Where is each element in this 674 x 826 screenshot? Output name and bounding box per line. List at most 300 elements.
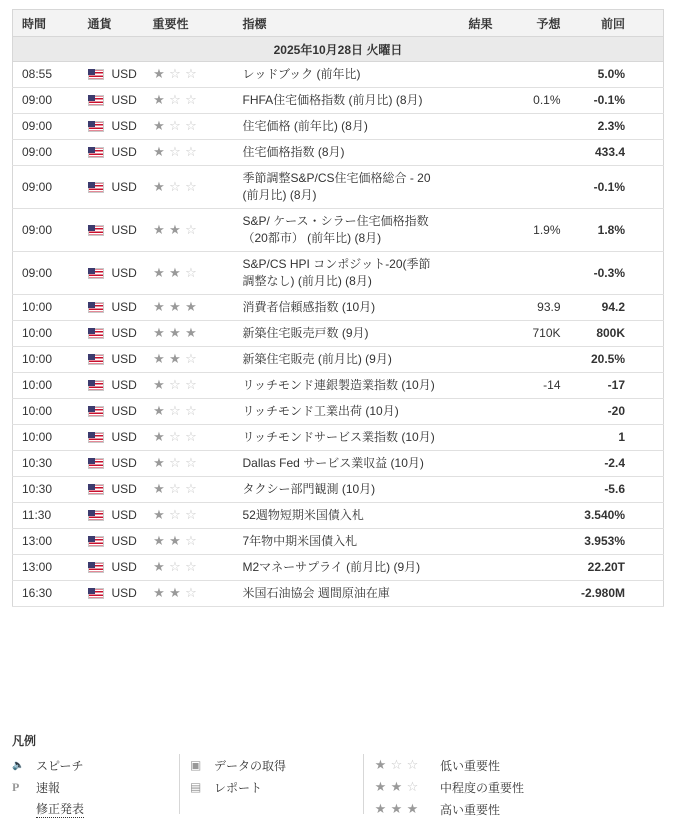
star-empty-icon: ☆ [185, 559, 197, 574]
event-time: 09:00 [13, 209, 79, 252]
event-name[interactable]: 新築住宅販売 (前月比) (9月) [234, 347, 439, 373]
legend-item [190, 754, 286, 776]
star-empty-icon: ☆ [185, 377, 197, 392]
event-forecast [503, 581, 571, 607]
us-flag-icon [88, 354, 104, 365]
event-importance [144, 503, 234, 529]
event-importance [144, 451, 234, 477]
table-header-row [13, 10, 664, 37]
star-filled-icon: ★ [169, 585, 181, 600]
event-name[interactable]: M2マネーサプライ (前月比) (9月) [234, 555, 439, 581]
star-filled-icon: ★ [153, 178, 165, 194]
event-previous: -0.3% [571, 252, 664, 295]
event-forecast: -14 [503, 373, 571, 399]
event-name[interactable]: 新築住宅販売戸数 (9月) [234, 321, 439, 347]
event-currency-cell [79, 114, 144, 140]
event-row[interactable] [13, 252, 664, 295]
event-name[interactable]: FHFA住宅価格指数 (前月比) (8月) [234, 88, 439, 114]
star-filled-icon: ★ [390, 801, 403, 816]
event-currency-cell [79, 347, 144, 373]
star-filled-icon: ★ [185, 325, 197, 340]
event-actual [439, 477, 503, 503]
event-previous: 800K [571, 321, 664, 347]
currency-code: USD [111, 378, 137, 392]
currency-code: USD [111, 67, 137, 81]
event-time: 08:55 [13, 62, 79, 88]
event-name[interactable]: リッチモンド工業出荷 (10月) [234, 399, 439, 425]
star-filled-icon: ★ [169, 325, 181, 340]
us-flag-icon [88, 484, 104, 495]
event-forecast [503, 347, 571, 373]
importance-stars [153, 404, 198, 417]
star-empty-icon: ☆ [169, 455, 181, 470]
currency-code: USD [111, 93, 137, 107]
event-row[interactable] [13, 88, 664, 114]
event-forecast [503, 503, 571, 529]
currency-code: USD [111, 482, 137, 496]
us-flag-icon [88, 380, 104, 391]
event-row[interactable] [13, 295, 664, 321]
event-forecast: 710K [503, 321, 571, 347]
event-time: 10:00 [13, 321, 79, 347]
event-forecast: 1.9% [503, 209, 571, 252]
us-flag-icon [88, 147, 104, 158]
event-name[interactable]: S&P/ ケース・シラー住宅価格指数（20都市） (前年比) (8月) [234, 209, 439, 252]
us-flag-icon [88, 432, 104, 443]
star-filled-icon: ★ [153, 585, 165, 600]
legend-divider [179, 754, 180, 814]
currency-code: USD [111, 300, 137, 314]
star-empty-icon: ☆ [169, 507, 181, 522]
currency-code: USD [111, 265, 137, 280]
us-flag-icon [88, 268, 104, 279]
star-filled-icon: ★ [169, 533, 181, 548]
importance-stars [153, 482, 198, 495]
star-empty-icon: ☆ [169, 144, 181, 159]
event-row[interactable] [13, 62, 664, 88]
star-empty-icon: ☆ [169, 66, 181, 81]
event-previous: 20.5% [571, 347, 664, 373]
event-time: 09:00 [13, 140, 79, 166]
event-previous: 22.20T [571, 555, 664, 581]
event-row[interactable] [13, 555, 664, 581]
event-previous: 1.8% [571, 209, 664, 252]
event-actual [439, 451, 503, 477]
star-empty-icon: ☆ [185, 481, 197, 496]
importance-stars [153, 223, 198, 236]
header-actual[interactable]: 結果 [439, 10, 503, 37]
event-time: 10:00 [13, 373, 79, 399]
us-flag-icon [88, 225, 104, 236]
star-filled-icon: ★ [153, 377, 165, 392]
event-forecast: 93.9 [503, 295, 571, 321]
star-filled-icon: ★ [153, 118, 165, 133]
star-filled-icon: ★ [169, 221, 181, 237]
event-actual [439, 209, 503, 252]
star-empty-icon: ☆ [185, 455, 197, 470]
star-empty-icon: ☆ [185, 585, 197, 600]
event-currency-cell [79, 321, 144, 347]
star-filled-icon: ★ [153, 144, 165, 159]
event-row[interactable] [13, 114, 664, 140]
speaker-icon: 🔈 [12, 759, 25, 771]
importance-stars [153, 586, 198, 599]
importance-stars [153, 93, 198, 106]
event-time: 11:30 [13, 503, 79, 529]
header-previous[interactable]: 前回 [571, 10, 664, 37]
star-filled-icon: ★ [185, 299, 197, 314]
star-empty-icon: ☆ [169, 403, 181, 418]
event-currency-cell [79, 209, 144, 252]
star-empty-icon: ☆ [169, 92, 181, 107]
currency-code: USD [111, 404, 137, 418]
header-currency[interactable]: 通貨 [79, 10, 144, 37]
event-importance [144, 529, 234, 555]
event-row[interactable] [13, 425, 664, 451]
event-actual [439, 399, 503, 425]
us-flag-icon [88, 458, 104, 469]
event-previous: 433.4 [571, 140, 664, 166]
legend-item [12, 798, 84, 820]
event-time: 16:30 [13, 581, 79, 607]
star-empty-icon: ☆ [406, 779, 419, 794]
event-currency-cell [79, 295, 144, 321]
legend-item [190, 776, 286, 798]
event-currency-cell [79, 399, 144, 425]
event-row[interactable] [13, 581, 664, 607]
event-row[interactable] [13, 321, 664, 347]
event-actual [439, 347, 503, 373]
importance-stars [153, 326, 198, 339]
header-importance[interactable]: 重要性 [144, 10, 234, 37]
event-currency-cell [79, 503, 144, 529]
event-currency-cell [79, 581, 144, 607]
star-empty-icon: ☆ [169, 377, 181, 392]
event-forecast [503, 252, 571, 295]
star-filled-icon: ★ [153, 264, 165, 280]
currency [88, 455, 144, 472]
legend-item [12, 754, 84, 776]
event-importance [144, 166, 234, 209]
importance-stars [153, 180, 198, 193]
star-empty-icon: ☆ [185, 351, 197, 366]
star-filled-icon: ★ [153, 533, 165, 548]
star-filled-icon: ★ [169, 351, 181, 366]
event-name[interactable]: タクシー部門観測 (10月) [234, 477, 439, 503]
event-previous: -20 [571, 399, 664, 425]
event-importance [144, 425, 234, 451]
event-currency-cell [79, 88, 144, 114]
event-row[interactable] [13, 529, 664, 555]
event-forecast [503, 425, 571, 451]
event-row[interactable] [13, 399, 664, 425]
us-flag-icon [88, 406, 104, 417]
event-previous: -2.4 [571, 451, 664, 477]
legend-label: スピーチ [36, 758, 84, 773]
event-importance [144, 581, 234, 607]
star-filled-icon: ★ [153, 299, 165, 314]
star-filled-icon: ★ [374, 757, 387, 772]
event-forecast [503, 62, 571, 88]
event-previous: -0.1% [571, 88, 664, 114]
star-filled-icon: ★ [153, 92, 165, 107]
star-empty-icon: ☆ [185, 221, 197, 237]
event-row[interactable] [13, 347, 664, 373]
currency-code: USD [111, 352, 137, 366]
event-currency-cell [79, 373, 144, 399]
us-flag-icon [88, 588, 104, 599]
event-forecast [503, 166, 571, 209]
legend-label: 低い重要性 [440, 758, 501, 773]
currency [88, 585, 144, 602]
importance-stars [153, 560, 198, 573]
currency [88, 325, 144, 342]
event-name[interactable]: 消費者信頼感指数 (10月) [234, 295, 439, 321]
event-actual [439, 62, 503, 88]
event-currency-cell [79, 425, 144, 451]
event-row[interactable] [13, 503, 664, 529]
event-importance [144, 373, 234, 399]
event-currency-cell [79, 252, 144, 295]
importance-stars [153, 145, 198, 158]
currency-code: USD [111, 586, 137, 600]
currency-code: USD [111, 145, 137, 159]
currency [88, 66, 144, 83]
legend-label: 修正発表 [36, 802, 85, 816]
event-name[interactable]: 季節調整S&P/CS住宅価格総合 - 20 (前月比) (8月) [234, 166, 439, 209]
currency [88, 144, 144, 161]
event-name[interactable]: リッチモンド連銀製造業指数 (10月) [234, 373, 439, 399]
importance-stars [153, 352, 198, 365]
event-name[interactable]: Dallas Fed サービス業収益 (10月) [234, 451, 439, 477]
event-importance [144, 62, 234, 88]
event-currency-cell [79, 166, 144, 209]
event-previous: -2.980M [571, 581, 664, 607]
event-previous: -0.1% [571, 166, 664, 209]
currency [88, 403, 144, 420]
header-forecast[interactable]: 予想 [503, 10, 571, 37]
currency-code: USD [111, 326, 137, 340]
legend-label: 高い重要性 [440, 802, 501, 817]
importance-stars [153, 534, 198, 547]
data-retrieval-icon: ▣ [190, 758, 202, 772]
star-empty-icon: ☆ [169, 118, 181, 133]
star-filled-icon: ★ [169, 264, 181, 280]
legend-column-1 [12, 754, 84, 820]
star-empty-icon: ☆ [185, 144, 197, 159]
importance-stars [153, 508, 198, 521]
currency [88, 299, 144, 316]
event-importance [144, 114, 234, 140]
event-forecast [503, 140, 571, 166]
currency [88, 265, 144, 282]
importance-stars [153, 430, 198, 443]
event-row[interactable] [13, 451, 664, 477]
economic-calendar-table [12, 9, 664, 607]
currency [88, 92, 144, 109]
event-actual [439, 321, 503, 347]
event-row[interactable] [13, 209, 664, 252]
us-flag-icon [88, 536, 104, 547]
star-filled-icon: ★ [374, 801, 387, 816]
event-importance [144, 88, 234, 114]
event-row[interactable] [13, 477, 664, 503]
date-row [13, 37, 664, 62]
event-currency-cell [79, 140, 144, 166]
currency [88, 481, 144, 498]
star-filled-icon: ★ [153, 325, 165, 340]
preliminary-p-icon: P [12, 779, 20, 794]
event-name[interactable]: 7年物中期米国債入札 [234, 529, 439, 555]
importance-stars [153, 456, 198, 469]
importance-stars [374, 780, 419, 793]
event-actual [439, 140, 503, 166]
event-row[interactable] [13, 373, 664, 399]
event-time: 09:00 [13, 88, 79, 114]
legend-label: 中程度の重要性 [440, 780, 525, 795]
event-name[interactable]: 住宅価格指数 (8月) [234, 140, 439, 166]
us-flag-icon [88, 182, 104, 193]
legend-item [12, 776, 84, 798]
event-previous: 1 [571, 425, 664, 451]
legend-column-3 [374, 754, 524, 820]
star-filled-icon: ★ [390, 779, 403, 794]
event-importance [144, 140, 234, 166]
us-flag-icon [88, 328, 104, 339]
event-currency-cell [79, 555, 144, 581]
event-name[interactable]: 住宅価格 (前年比) (8月) [234, 114, 439, 140]
event-actual [439, 295, 503, 321]
legend [12, 732, 663, 817]
currency [88, 351, 144, 368]
event-previous: 3.953% [571, 529, 664, 555]
report-icon: ▤ [190, 780, 202, 794]
event-previous: 2.3% [571, 114, 664, 140]
header-time[interactable]: 時間 [13, 10, 79, 37]
event-name[interactable]: 52週物短期米国債入札 [234, 503, 439, 529]
legend-label: レポート [214, 780, 263, 795]
importance-stars [153, 378, 198, 391]
star-empty-icon: ☆ [185, 66, 197, 81]
event-row[interactable] [13, 166, 664, 209]
event-name[interactable]: 米国石油協会 週間原油在庫 [234, 581, 439, 607]
us-flag-icon [88, 510, 104, 521]
star-filled-icon: ★ [153, 455, 165, 470]
star-filled-icon: ★ [153, 351, 165, 366]
currency-code: USD [111, 560, 137, 574]
currency [88, 179, 144, 196]
currency [88, 377, 144, 394]
legend-stars [374, 802, 440, 816]
event-forecast [503, 451, 571, 477]
us-flag-icon [88, 562, 104, 573]
event-time: 13:00 [13, 555, 79, 581]
legend-stars [374, 758, 440, 772]
event-previous: -17 [571, 373, 664, 399]
event-name[interactable]: リッチモンドサービス業指数 (10月) [234, 425, 439, 451]
currency [88, 222, 144, 239]
us-flag-icon [88, 69, 104, 80]
event-actual [439, 252, 503, 295]
star-filled-icon: ★ [153, 507, 165, 522]
event-name[interactable]: レッドブック (前年比) [234, 62, 439, 88]
star-empty-icon: ☆ [169, 178, 181, 194]
header-indicator[interactable]: 指標 [234, 10, 439, 37]
event-forecast [503, 529, 571, 555]
currency-code: USD [111, 179, 137, 194]
star-empty-icon: ☆ [185, 533, 197, 548]
event-forecast [503, 555, 571, 581]
star-filled-icon: ★ [169, 299, 181, 314]
event-actual [439, 373, 503, 399]
event-importance [144, 555, 234, 581]
us-flag-icon [88, 302, 104, 313]
importance-stars [374, 758, 419, 771]
legend-label: 速報 [36, 780, 61, 795]
event-time: 10:30 [13, 477, 79, 503]
star-filled-icon: ★ [153, 559, 165, 574]
event-previous: 94.2 [571, 295, 664, 321]
currency-code: USD [111, 508, 137, 522]
event-name[interactable]: S&P/CS HPI コンポジット-20(季節調整なし) (前月比) (8月) [234, 252, 439, 295]
event-currency-cell [79, 451, 144, 477]
currency-code: USD [111, 430, 137, 444]
star-filled-icon: ★ [153, 66, 165, 81]
event-importance [144, 321, 234, 347]
event-row[interactable] [13, 140, 664, 166]
event-previous: -5.6 [571, 477, 664, 503]
importance-stars [153, 300, 198, 313]
event-importance [144, 209, 234, 252]
currency-code: USD [111, 534, 137, 548]
legend-title: 凡例 [12, 734, 37, 748]
event-forecast [503, 399, 571, 425]
star-filled-icon: ★ [374, 779, 387, 794]
event-time: 09:00 [13, 114, 79, 140]
event-importance [144, 295, 234, 321]
importance-stars [153, 266, 198, 279]
currency-code: USD [111, 222, 137, 237]
legend-item [374, 776, 524, 798]
star-empty-icon: ☆ [185, 264, 197, 280]
currency [88, 118, 144, 135]
us-flag-icon [88, 121, 104, 132]
importance-stars [374, 802, 419, 815]
legend-item [374, 798, 524, 820]
event-actual [439, 425, 503, 451]
legend-divider [363, 754, 364, 814]
currency [88, 429, 144, 446]
star-filled-icon: ★ [153, 481, 165, 496]
event-previous: 3.540% [571, 503, 664, 529]
event-importance [144, 477, 234, 503]
star-empty-icon: ☆ [185, 403, 197, 418]
event-actual [439, 166, 503, 209]
event-time: 09:00 [13, 166, 79, 209]
star-empty-icon: ☆ [169, 481, 181, 496]
legend-column-2 [190, 754, 286, 798]
legend-stars [374, 780, 440, 794]
event-actual [439, 581, 503, 607]
us-flag-icon [88, 95, 104, 106]
event-time: 09:00 [13, 252, 79, 295]
event-importance [144, 347, 234, 373]
currency-code: USD [111, 456, 137, 470]
star-empty-icon: ☆ [185, 92, 197, 107]
star-filled-icon: ★ [406, 801, 419, 816]
currency [88, 533, 144, 550]
currency [88, 559, 144, 576]
